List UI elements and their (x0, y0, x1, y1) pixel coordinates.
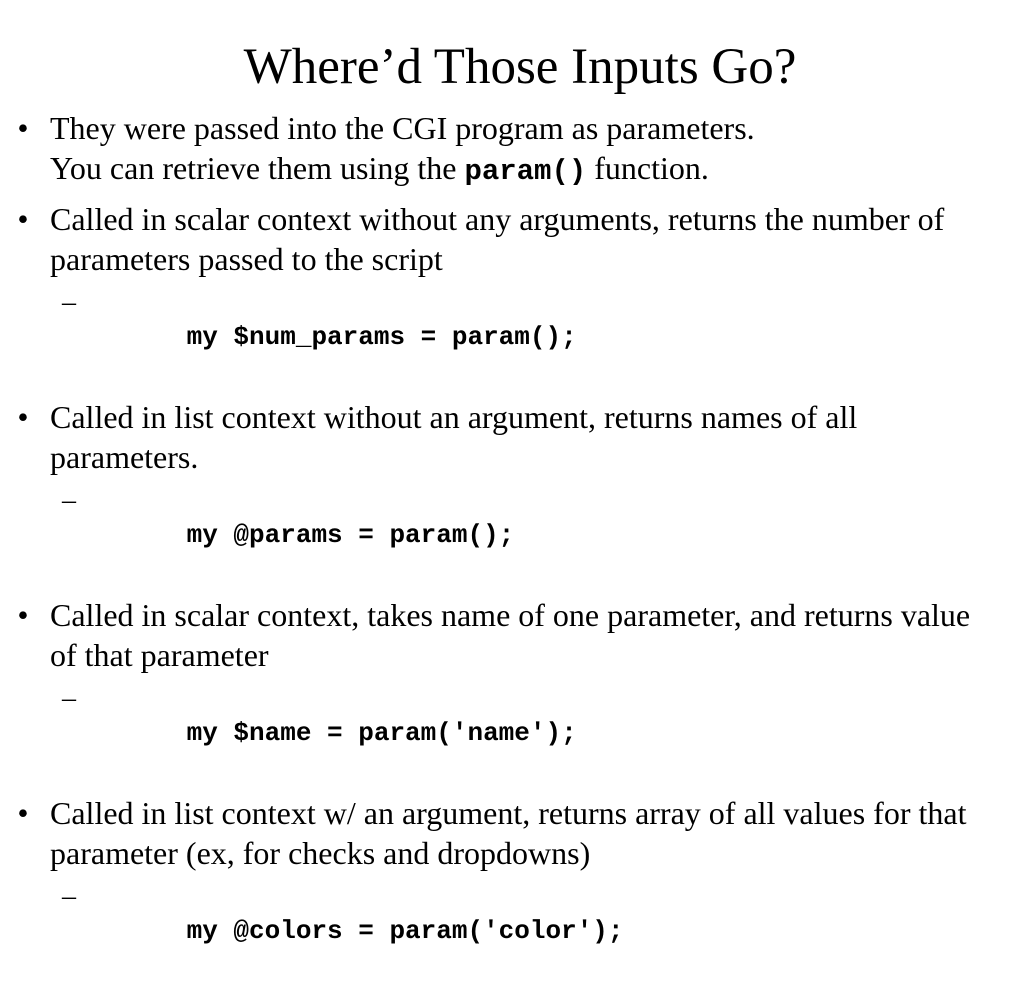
code-example (0, 286, 1024, 388)
code-line: my $num_params = param(); (186, 322, 577, 352)
bullet-item (0, 595, 1024, 675)
sub-bullet-marker: – (62, 485, 76, 516)
sub-bullet-marker: – (62, 881, 76, 912)
bullet-marker: • (17, 597, 29, 633)
bullet-marker: • (17, 795, 29, 831)
bullet-marker: • (17, 399, 29, 435)
code-line: my @params = param(); (186, 520, 515, 550)
bullet-marker: • (17, 201, 29, 237)
code-line: my @colors = param('color'); (186, 916, 624, 946)
bullet-text: Called in list context w/ an argument, returns array of all values for that parameter (ex, for checks and dropdowns) (50, 795, 967, 871)
code-line: my $name = param('name'); (186, 718, 577, 748)
slide-title: Where’d Those Inputs Go? (243, 39, 797, 95)
inline-code: param() (464, 155, 587, 188)
code-example (0, 880, 1024, 982)
bullet-text: function. (586, 150, 709, 186)
bullet-item (0, 793, 1024, 873)
sub-bullet-marker: – (62, 287, 76, 318)
code-example (0, 682, 1024, 784)
bullet-item (0, 397, 1024, 477)
bullet-text: Called in list context without an argument, returns names of all parameters. (50, 399, 858, 475)
bullet-text: Called in scalar context without any arguments, returns the number of parameters passed to the script (50, 201, 945, 277)
bullet-list (0, 108, 1024, 991)
bullet-item (0, 199, 1024, 279)
sub-bullet-marker: – (62, 683, 76, 714)
bullet-text: Called in scalar context, takes name of one parameter, and returns value of that parameter (50, 597, 971, 673)
bullet-marker: • (17, 110, 29, 146)
bullet-item (0, 108, 1024, 192)
code-example (0, 484, 1024, 586)
bullet-text: They were passed into the CGI program as parameters. (50, 110, 755, 146)
bullet-text: You can retrieve them using the (50, 150, 465, 186)
